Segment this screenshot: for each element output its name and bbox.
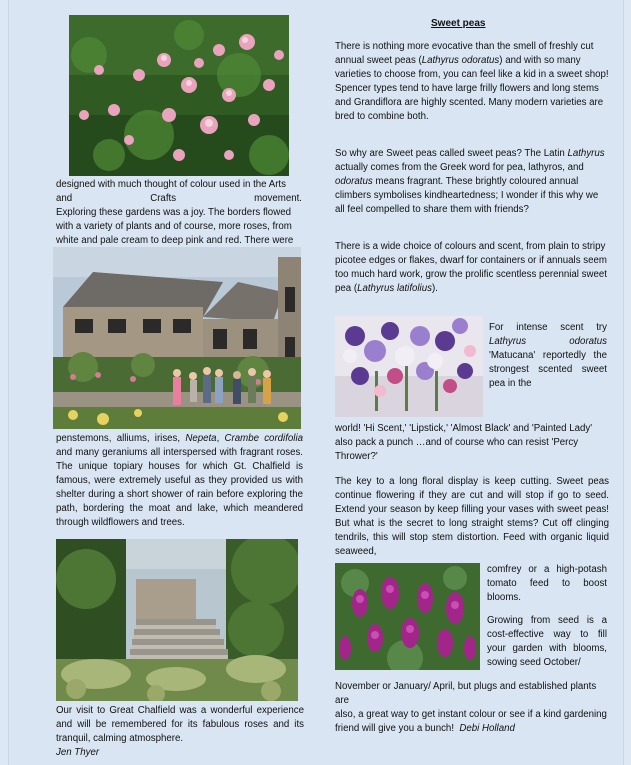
right-p2-c: actually comes from the Greek word for pea, lathyros, and xyxy=(335,162,584,173)
sweet-peas-vase-photo-svg xyxy=(335,316,483,417)
newsletter-page xyxy=(8,0,624,765)
left-p1-line-4: with a variety of plants and of course, more roses, from xyxy=(56,221,292,232)
manor-house-photo-svg xyxy=(53,247,301,429)
left-p2-crambe: Crambe cordifolia xyxy=(224,433,303,444)
right-paragraph-4 xyxy=(489,321,607,391)
right-p1-latin: Lathyrus odoratus xyxy=(421,55,500,66)
right-p4-c: 'Matucana' reportedly the strongest scented sweet pea in the xyxy=(489,350,607,389)
right-p6-wrap: Growing from seed is a cost-effective way to fill your garden with blooms, sowing seed October/ xyxy=(487,615,607,668)
roses-photo xyxy=(69,15,289,176)
right-p3-latifolius: Lathyrus latifolius xyxy=(357,283,432,294)
right-p6-cont: November or January/ April, but plugs and established plants are xyxy=(335,681,597,706)
right-paragraph-3 xyxy=(335,240,609,296)
left-p1-line-1: designed with much thought of colour used in the Arts xyxy=(56,179,286,190)
right-p1-a: There is nothing more evocative than the smell of freshly cut annual sweet peas ( xyxy=(335,41,594,66)
right-p2-a: So why are Sweet peas called sweet peas? The Latin xyxy=(335,148,568,159)
purple-flowers-photo xyxy=(335,563,480,670)
sweet-peas-vase-photo xyxy=(335,316,483,417)
right-paragraph-6-wrap xyxy=(487,614,607,670)
right-p7: also, a great way to get instant colour or see if a kind gardening friend will give you a bunch! xyxy=(335,709,607,734)
right-p3-c: ). xyxy=(431,283,438,294)
left-p1-line-2-c: movement. xyxy=(254,193,302,204)
right-p4-cont: world! 'Hi Scent,' 'Lipstick,' 'Almost Black' and 'Painted Lady' also pack a punch …and of course who can resist 'Percy Thrower?' xyxy=(335,423,593,462)
right-p5-wrap: comfrey or a high-potash tomato feed to boost blooms. xyxy=(487,564,607,603)
left-p1-line-3: Exploring these gardens was a joy. The borders flowed xyxy=(56,207,291,218)
right-paragraph-4-cont xyxy=(335,422,609,464)
left-p1-line-2-a: and xyxy=(56,193,73,204)
manor-house-photo xyxy=(53,247,301,429)
right-p4-a: For intense scent try xyxy=(489,322,607,333)
left-paragraph-1 xyxy=(56,178,306,248)
left-p1-line-2 xyxy=(56,192,306,206)
purple-flowers-photo-svg xyxy=(335,563,480,670)
right-paragraph-6-cont xyxy=(335,680,609,708)
right-paragraph-2 xyxy=(335,147,609,217)
left-p3: Our visit to Great Chalfield was a wonderful experience and will be remembered for its fabulous roses and its tranquil, calming atmosphere. xyxy=(56,705,304,744)
sweet-peas-title: Sweet peas xyxy=(431,18,486,29)
left-p1-line-2-b: Crafts xyxy=(150,193,177,204)
left-author xyxy=(56,746,99,760)
right-p5: The key to a long floral display is keep cutting. Sweet peas continue flowering if they are cut and will stop if go to seed. Extend your season by keep filling your vases with sweet peas! But what is the secret to long straight stems? Cut off clinging tendrils, this will stop stem distortion. Feed with organic liquid seaweed, xyxy=(335,476,609,557)
right-p4-latin: Lathyrus odoratus xyxy=(489,336,607,347)
left-p2-a: penstemons, alliums, irises, xyxy=(56,433,186,444)
right-paragraph-5-wrap xyxy=(487,563,607,605)
right-p3-a: There is a wide choice of colours and scent, from plain to stripy picotee edges or flakes, dwarf for containers or if annuals seem too much hard work, grow the prolific scentless perennial sweet pea ( xyxy=(335,241,607,294)
left-paragraph-3 xyxy=(56,704,304,746)
left-paragraph-2 xyxy=(56,432,303,530)
right-p2-e: means fragrant. These brightly coloured annual climbers symbolises kindheartedness; I wonder if this why we all feel compelled to share them with friends? xyxy=(335,176,599,215)
left-author-name: Jen Thyer xyxy=(56,747,100,758)
right-paragraph-5 xyxy=(335,475,609,559)
left-p2-nepeta: Nepeta xyxy=(185,433,217,444)
left-p2-e: and many geraniums all interspersed with fragrant roses. The unique topiary houses for which Gt. Chalfield is famous, were extremely useful as they provided us with shelter during a short shower of rain before exploring the path, bordering the moat and lake, which meandered through wildflowers and trees. xyxy=(56,447,303,528)
right-p2-lathyrus: Lathyrus xyxy=(567,148,605,159)
garden-steps-photo xyxy=(56,539,298,701)
right-paragraph-7 xyxy=(335,708,611,736)
right-p1-c: ) and with so many varieties to choose from, you can feel like a kid in a sweet shop! Spencer types tend to have large frilly flowers and long stems and Grandiflora are highly scented. Many modern varieties are bred to combine both. xyxy=(335,55,609,122)
right-paragraph-1 xyxy=(335,40,611,124)
roses-photo-svg xyxy=(69,15,289,176)
right-p2-odoratus: odoratus xyxy=(335,176,373,187)
garden-steps-photo-svg xyxy=(56,539,298,701)
left-p2-c: , xyxy=(216,433,225,444)
left-p1-line-5: white and pale cream to deep pink and red. There were xyxy=(56,235,294,246)
right-author: Debi Holland xyxy=(459,723,515,734)
